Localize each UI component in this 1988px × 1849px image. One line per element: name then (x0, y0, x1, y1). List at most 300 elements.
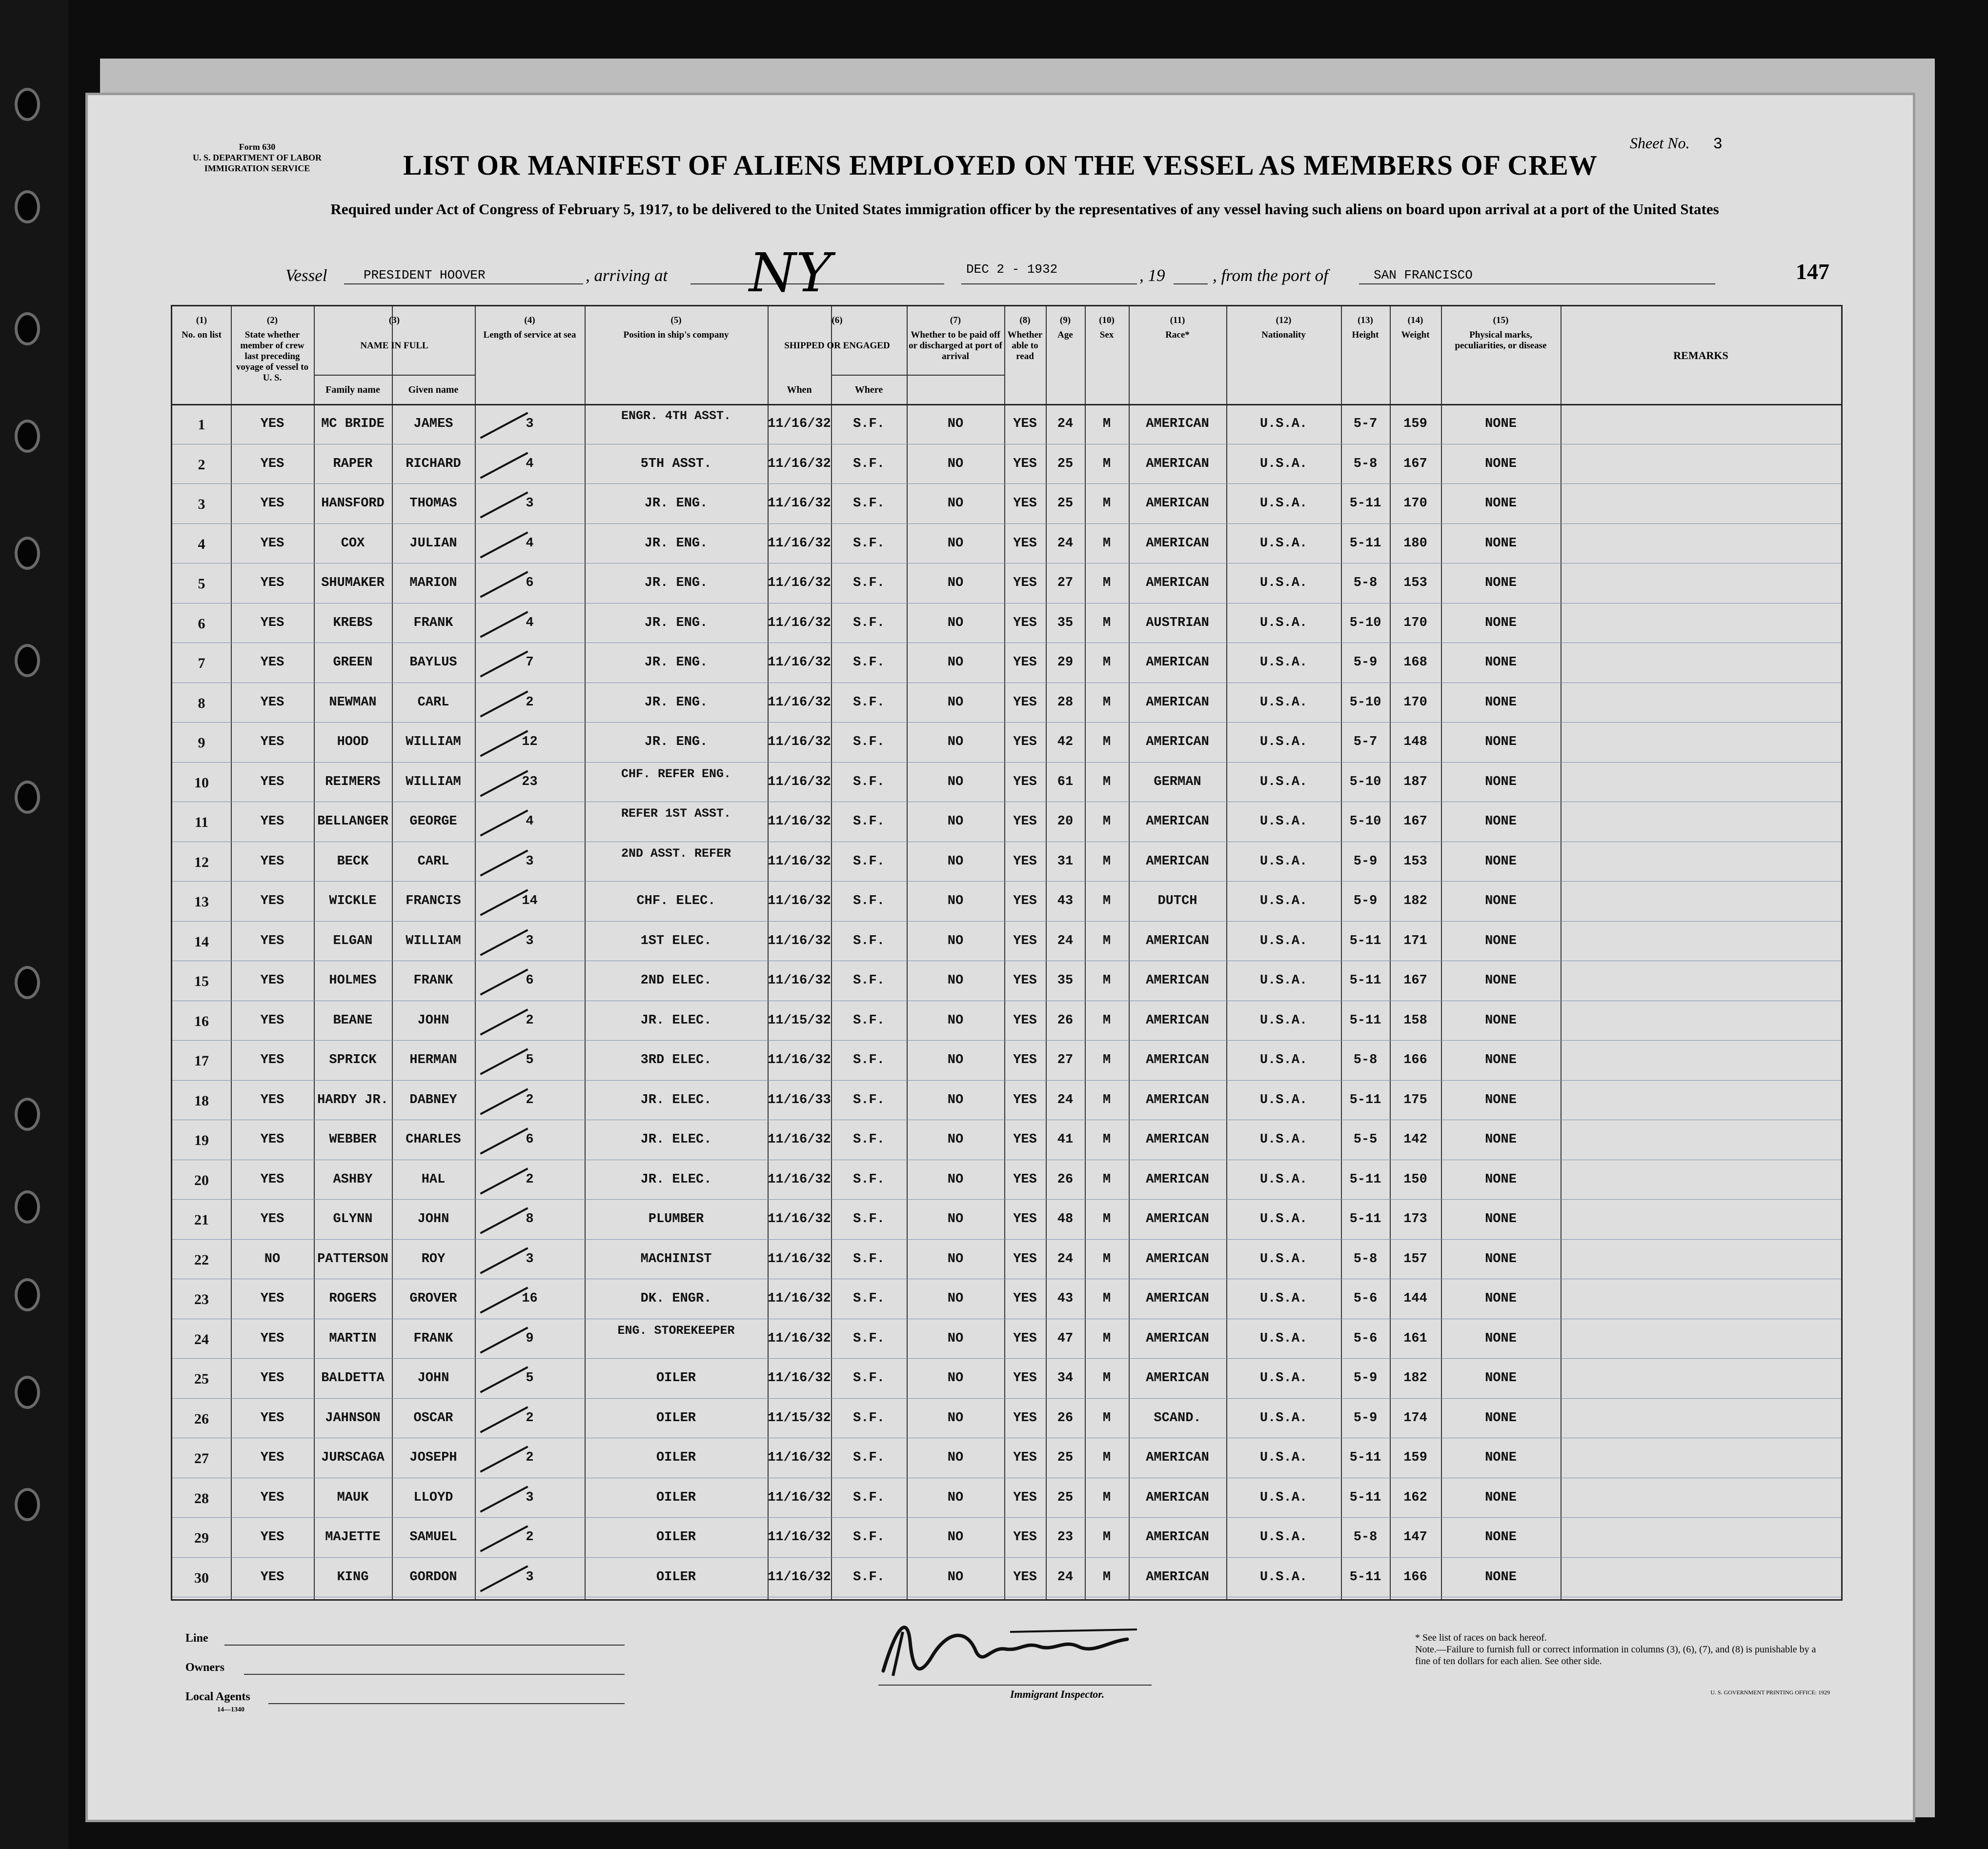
cell-nat: U.S.A. (1259, 1092, 1308, 1107)
cell-family: KING (337, 1569, 369, 1585)
binder-hole (15, 1190, 40, 1224)
binder-hole (15, 1278, 40, 1311)
cell-read: YES (1013, 655, 1037, 670)
column-header-prev-voyage: State whether member of crew last preceding voyage of vessel to U. S. (236, 330, 309, 383)
column-header-paid-off: Whether to be paid off or discharged at port of arrival (909, 330, 1002, 362)
cell-age: 24 (1057, 933, 1074, 948)
column-number-length-of-service: (4) (524, 315, 535, 325)
cell-where: S.F. (853, 1172, 885, 1187)
cell-position: JR. ENG. (644, 695, 708, 710)
cell-service: 3 (526, 933, 534, 948)
sheet-number (1630, 134, 1723, 153)
cell-weight: 167 (1403, 814, 1427, 829)
cell-sex: M (1102, 1013, 1111, 1028)
cell-height: 5-11 (1349, 1013, 1381, 1028)
cell-no: 9 (198, 735, 205, 751)
cell-when: 11/16/32 (768, 735, 831, 749)
cell-marks: NONE (1485, 1331, 1517, 1346)
cell-paid: NO (947, 1371, 964, 1386)
cell-where: S.F. (853, 894, 885, 908)
cell-paid: NO (947, 1530, 964, 1545)
races-note: * See list of races on back hereof. (1415, 1632, 1547, 1643)
cell-when: 11/16/32 (768, 615, 831, 630)
cell-prev: YES (260, 1172, 284, 1187)
cell-height: 5-11 (1349, 496, 1381, 511)
cell-read: YES (1013, 1053, 1037, 1067)
cell-race: AMERICAN (1146, 735, 1209, 749)
cell-race: AMERICAN (1146, 814, 1209, 829)
cell-weight: 168 (1403, 655, 1427, 670)
cell-height: 5-11 (1349, 933, 1381, 948)
cell-nat: U.S.A. (1259, 1053, 1308, 1067)
cell-age: 20 (1057, 814, 1074, 829)
cell-race: AMERICAN (1146, 1132, 1209, 1147)
owners-rule (244, 1674, 625, 1675)
inspector-signature (864, 1612, 1156, 1686)
cell-no: 23 (194, 1291, 209, 1307)
cell-service: 3 (526, 417, 534, 431)
table-row (172, 1319, 1841, 1359)
cell-no: 19 (194, 1132, 209, 1148)
cell-where: S.F. (853, 814, 885, 829)
cell-read: YES (1013, 536, 1037, 551)
cell-service: 9 (526, 1331, 534, 1346)
year-label: , 19 (1139, 266, 1165, 285)
cell-family: MAJETTE (325, 1530, 381, 1545)
cell-no: 15 (194, 973, 209, 989)
cell-weight: 162 (1403, 1490, 1427, 1505)
cell-family: ELGAN (333, 933, 373, 948)
cell-family: SPRICK (329, 1053, 377, 1067)
binder-hole (15, 190, 40, 223)
cell-weight: 182 (1403, 1371, 1427, 1386)
cell-service: 2 (526, 1092, 534, 1107)
cell-read: YES (1013, 933, 1037, 948)
cell-family: ASHBY (333, 1172, 373, 1187)
cell-position: 2ND ELEC. (640, 973, 712, 988)
cell-service: 7 (526, 655, 534, 670)
cell-paid: NO (947, 615, 964, 630)
cell-no: 18 (194, 1092, 209, 1109)
cell-weight: 173 (1403, 1212, 1427, 1226)
subheader-rule (314, 375, 475, 376)
cell-given: WILLIAM (406, 933, 461, 948)
cell-position: PLUMBER (648, 1212, 704, 1226)
cell-given: CHARLES (406, 1132, 461, 1147)
cell-paid: NO (947, 496, 964, 511)
cell-position: JR. ELEC. (640, 1172, 712, 1187)
cell-no: 12 (194, 854, 209, 870)
cell-family: COX (341, 536, 365, 551)
owners-label: Owners (185, 1661, 224, 1674)
cell-age: 28 (1057, 695, 1074, 710)
cell-race: GERMAN (1154, 774, 1201, 789)
cell-read: YES (1013, 1291, 1037, 1306)
cell-no: 24 (194, 1331, 209, 1347)
cell-when: 11/16/32 (768, 695, 831, 710)
cell-read: YES (1013, 854, 1037, 869)
cell-age: 29 (1057, 655, 1074, 670)
cell-nat: U.S.A. (1259, 933, 1308, 948)
cell-marks: NONE (1485, 1490, 1517, 1505)
cell-sex: M (1102, 417, 1111, 431)
cell-family: RAPER (333, 456, 373, 471)
cell-service: 2 (526, 1172, 534, 1187)
cell-sex: M (1102, 894, 1111, 908)
cell-weight: 159 (1403, 1450, 1427, 1465)
column-header-age: Age (1057, 330, 1073, 340)
cell-where: S.F. (853, 536, 885, 551)
column-number-prev-voyage: (2) (266, 315, 278, 325)
table-row (172, 1478, 1841, 1518)
cell-height: 5-6 (1353, 1291, 1378, 1306)
cell-nat: U.S.A. (1259, 854, 1308, 869)
cell-position: REFER 1ST ASST. (621, 806, 731, 821)
cell-prev: YES (260, 1132, 284, 1147)
cell-service: 4 (526, 456, 534, 471)
cell-nat: U.S.A. (1259, 1569, 1308, 1585)
cell-read: YES (1013, 774, 1037, 789)
cell-given: OSCAR (413, 1410, 453, 1426)
cell-no: 17 (194, 1053, 209, 1069)
cell-given: FRANK (413, 615, 453, 630)
cell-marks: NONE (1485, 576, 1517, 590)
table-row (172, 1438, 1841, 1478)
cell-age: 23 (1057, 1530, 1074, 1545)
printer-imprint: U. S. GOVERNMENT PRINTING OFFICE: 1929 (1710, 1689, 1830, 1696)
cell-no: 10 (194, 774, 209, 791)
cell-paid: NO (947, 774, 964, 789)
cell-race: DUTCH (1157, 894, 1197, 908)
cell-prev: YES (260, 1013, 284, 1028)
cell-age: 31 (1057, 854, 1074, 869)
cell-paid: NO (947, 417, 964, 431)
binder-hole (15, 1098, 40, 1131)
cell-where: S.F. (853, 1212, 885, 1226)
cell-when: 11/16/32 (768, 1331, 831, 1346)
cell-read: YES (1013, 615, 1037, 630)
cell-sex: M (1102, 1132, 1111, 1147)
page-number: 147 (1796, 259, 1829, 284)
cell-marks: NONE (1485, 735, 1517, 749)
column-subheader-name-in-full-1: Given name (408, 384, 459, 395)
cell-read: YES (1013, 1530, 1037, 1545)
cell-paid: NO (947, 695, 964, 710)
cell-position: JR. ELEC. (640, 1013, 712, 1028)
cell-read: YES (1013, 894, 1037, 908)
local-agents-label: Local Agents (185, 1690, 250, 1703)
cell-position: OILER (656, 1371, 696, 1386)
cell-age: 24 (1057, 1092, 1074, 1107)
cell-paid: NO (947, 1132, 964, 1147)
cell-age: 27 (1057, 1053, 1074, 1067)
cell-read: YES (1013, 417, 1037, 431)
service-name: IMMIGRATION SERVICE (204, 163, 310, 173)
cell-marks: NONE (1485, 973, 1517, 988)
cell-weight: 150 (1403, 1172, 1427, 1187)
cell-read: YES (1013, 973, 1037, 988)
cell-nat: U.S.A. (1259, 1490, 1308, 1505)
cell-weight: 144 (1403, 1291, 1427, 1306)
cell-when: 11/16/32 (768, 1490, 831, 1505)
cell-nat: U.S.A. (1259, 1132, 1308, 1147)
page-title: LIST OR MANIFEST OF ALIENS EMPLOYED ON THE VESSEL AS MEMBERS OF CREW (403, 149, 1598, 181)
cell-height: 5-8 (1353, 1530, 1378, 1545)
cell-sex: M (1102, 615, 1111, 630)
cell-service: 2 (526, 1530, 534, 1545)
cell-where: S.F. (853, 1331, 885, 1346)
cell-age: 25 (1057, 1490, 1074, 1505)
cell-nat: U.S.A. (1259, 1251, 1308, 1266)
cell-where: S.F. (853, 973, 885, 988)
cell-service: 8 (526, 1212, 534, 1226)
arriving-label: , arriving at (586, 266, 668, 285)
column-header-nationality: Nationality (1261, 330, 1306, 340)
cell-when: 11/16/32 (768, 1371, 831, 1386)
cell-race: AMERICAN (1146, 933, 1209, 948)
cell-marks: NONE (1485, 1291, 1517, 1306)
cell-paid: NO (947, 1172, 964, 1187)
cell-age: 26 (1057, 1172, 1074, 1187)
column-number-paid-off: (7) (950, 315, 961, 325)
cell-where: S.F. (853, 456, 885, 471)
cell-sex: M (1102, 973, 1111, 988)
cell-age: 41 (1057, 1132, 1074, 1147)
cell-given: FRANCIS (406, 894, 461, 908)
column-number-nationality: (12) (1276, 315, 1292, 325)
cell-marks: NONE (1485, 417, 1517, 431)
cell-race: AMERICAN (1146, 1490, 1209, 1505)
cell-age: 35 (1057, 615, 1074, 630)
column-number-race: (11) (1170, 315, 1185, 325)
cell-paid: NO (947, 1569, 964, 1585)
cell-age: 48 (1057, 1212, 1074, 1226)
cell-when: 11/16/32 (768, 655, 831, 670)
binder-hole (15, 420, 40, 453)
cell-position: OILER (656, 1490, 696, 1505)
cell-where: S.F. (853, 417, 885, 431)
inspector-label: Immigrant Inspector. (1010, 1688, 1105, 1700)
cell-marks: NONE (1485, 496, 1517, 511)
cell-paid: NO (947, 973, 964, 988)
cell-read: YES (1013, 1172, 1037, 1187)
cell-height: 5-8 (1353, 456, 1378, 471)
cell-weight: 142 (1403, 1132, 1427, 1147)
cell-position: 3RD ELEC. (640, 1053, 712, 1067)
cell-prev: YES (260, 655, 284, 670)
cell-marks: NONE (1485, 894, 1517, 908)
cell-read: YES (1013, 456, 1037, 471)
cell-family: WICKLE (329, 894, 377, 908)
cell-weight: 157 (1403, 1251, 1427, 1266)
cell-given: JAMES (413, 417, 453, 431)
cell-prev: YES (260, 933, 284, 948)
table-row (172, 842, 1841, 882)
cell-weight: 187 (1403, 774, 1427, 789)
cell-read: YES (1013, 695, 1037, 710)
cell-height: 5-11 (1349, 1092, 1381, 1107)
cell-height: 5-9 (1353, 1371, 1378, 1386)
cell-race: AMERICAN (1146, 536, 1209, 551)
cell-prev: YES (260, 1092, 284, 1107)
cell-sex: M (1102, 1371, 1111, 1386)
cell-no: 7 (198, 655, 205, 671)
cell-race: AMERICAN (1146, 1013, 1209, 1028)
column-header-name-in-full: NAME IN FULL (360, 341, 428, 351)
cell-race: AMERICAN (1146, 456, 1209, 471)
date-rule (961, 283, 1137, 284)
column-header-weight: Weight (1401, 330, 1430, 340)
table-row (172, 683, 1841, 723)
cell-sex: M (1102, 1053, 1111, 1067)
cell-position: JR. ELEC. (640, 1132, 712, 1147)
cell-race: AMERICAN (1146, 576, 1209, 590)
cell-height: 5-11 (1349, 536, 1381, 551)
cell-no: 2 (198, 456, 205, 473)
cell-paid: NO (947, 1331, 964, 1346)
page-subtitle: Required under Act of Congress of February 5, 1917, to be delivered to the United States immigration officer by the representatives of any vessel having such aliens on board upon arrival at a port of the United States (330, 201, 1719, 218)
cell-sex: M (1102, 655, 1111, 670)
cell-family: JURSCAGA (321, 1450, 385, 1465)
cell-paid: NO (947, 1490, 964, 1505)
cell-age: 43 (1057, 894, 1074, 908)
cell-marks: NONE (1485, 655, 1517, 670)
cell-age: 47 (1057, 1331, 1074, 1346)
cell-given: GROVER (409, 1291, 457, 1306)
cell-prev: YES (260, 894, 284, 908)
cell-race: AMERICAN (1146, 854, 1209, 869)
cell-age: 35 (1057, 973, 1074, 988)
cell-nat: U.S.A. (1259, 1291, 1308, 1306)
cell-prev: YES (260, 1490, 284, 1505)
cell-where: S.F. (853, 1410, 885, 1426)
cell-prev: YES (260, 1530, 284, 1545)
cell-when: 11/16/32 (768, 1291, 831, 1306)
cell-when: 11/16/32 (768, 1530, 831, 1545)
cell-sex: M (1102, 1410, 1111, 1426)
cell-given: JOSEPH (409, 1450, 457, 1465)
cell-when: 11/16/32 (768, 1569, 831, 1585)
cell-sex: M (1102, 1490, 1111, 1505)
cell-nat: U.S.A. (1259, 655, 1308, 670)
cell-when: 11/16/32 (768, 774, 831, 789)
cell-age: 42 (1057, 735, 1074, 749)
cell-paid: NO (947, 1053, 964, 1067)
cell-where: S.F. (853, 655, 885, 670)
cell-family: HANSFORD (321, 496, 385, 511)
cell-marks: NONE (1485, 1569, 1517, 1585)
cell-prev: YES (260, 735, 284, 749)
cell-marks: NONE (1485, 1450, 1517, 1465)
cell-race: AMERICAN (1146, 1530, 1209, 1545)
table-row (172, 762, 1841, 802)
department-name: U. S. DEPARTMENT OF LABOR (193, 153, 322, 162)
sheet-value: 3 (1713, 135, 1723, 153)
cell-no: 3 (198, 496, 205, 512)
cell-marks: NONE (1485, 1172, 1517, 1187)
arriving-port-handwritten: NY (749, 241, 832, 304)
cell-service: 3 (526, 1569, 534, 1585)
cell-where: S.F. (853, 695, 885, 710)
local-agents-rule (268, 1703, 625, 1704)
cell-sex: M (1102, 854, 1111, 869)
cell-when: 11/15/32 (768, 1410, 831, 1426)
binder-hole (15, 312, 40, 345)
column-number-shipped-or-engaged: (6) (832, 315, 843, 325)
cell-nat: U.S.A. (1259, 496, 1308, 511)
cell-service: 16 (522, 1291, 538, 1306)
cell-weight: 170 (1403, 496, 1427, 511)
cell-race: AMERICAN (1146, 1172, 1209, 1187)
cell-prev: YES (260, 536, 284, 551)
cell-service: 3 (526, 1251, 534, 1266)
cell-where: S.F. (853, 1092, 885, 1107)
cell-given: ROY (421, 1251, 446, 1266)
binder-hole (15, 644, 40, 677)
cell-no: 14 (194, 933, 209, 950)
subheader-rule (831, 375, 1004, 376)
cell-nat: U.S.A. (1259, 576, 1308, 590)
cell-read: YES (1013, 735, 1037, 749)
line-label: Line (185, 1632, 208, 1645)
cell-given: HAL (421, 1172, 446, 1187)
cell-where: S.F. (853, 1132, 885, 1147)
cell-sex: M (1102, 536, 1111, 551)
cell-height: 5-8 (1353, 576, 1378, 590)
cell-no: 26 (194, 1410, 209, 1427)
cell-prev: YES (260, 695, 284, 710)
cell-family: GREEN (333, 655, 373, 670)
cell-given: MARION (409, 576, 457, 590)
cell-paid: NO (947, 1251, 964, 1266)
cell-sex: M (1102, 1251, 1111, 1266)
cell-race: SCAND. (1154, 1410, 1201, 1426)
cell-service: 3 (526, 496, 534, 511)
table-row (172, 1517, 1841, 1557)
column-header-shipped-or-engaged: SHIPPED OR ENGAGED (784, 341, 890, 351)
cell-marks: NONE (1485, 695, 1517, 710)
cell-position: OILER (656, 1450, 696, 1465)
cell-family: BALDETTA (321, 1371, 385, 1386)
cell-where: S.F. (853, 774, 885, 789)
cell-weight: 158 (1403, 1013, 1427, 1028)
cell-race: AMERICAN (1146, 695, 1209, 710)
cell-when: 11/16/32 (768, 536, 831, 551)
table-row (172, 1160, 1841, 1200)
cell-paid: NO (947, 536, 964, 551)
cell-when: 11/16/32 (768, 456, 831, 471)
cell-height: 5-9 (1353, 894, 1378, 908)
cell-no: 5 (198, 576, 205, 592)
cell-service: 4 (526, 536, 534, 551)
cell-race: AMERICAN (1146, 973, 1209, 988)
cell-given: GORDON (409, 1569, 457, 1585)
cell-no: 4 (198, 536, 205, 552)
cell-where: S.F. (853, 933, 885, 948)
cell-prev: YES (260, 1410, 284, 1426)
binder-hole (15, 966, 40, 999)
column-header-height: Height (1352, 330, 1379, 340)
cell-sex: M (1102, 496, 1111, 511)
cell-height: 5-10 (1349, 814, 1381, 829)
cell-given: CARL (417, 695, 449, 710)
cell-given: JOHN (417, 1212, 449, 1226)
cell-weight: 153 (1403, 576, 1427, 590)
cell-height: 5-11 (1349, 1212, 1381, 1226)
penalty-note: Note.—Failure to furnish full or correct information in columns (3), (6), (7), and (8) is punishable by a fine of ten dollars for each alien. See other side. (1415, 1644, 1816, 1667)
cell-sex: M (1102, 1530, 1111, 1545)
vessel-line (285, 241, 1896, 304)
